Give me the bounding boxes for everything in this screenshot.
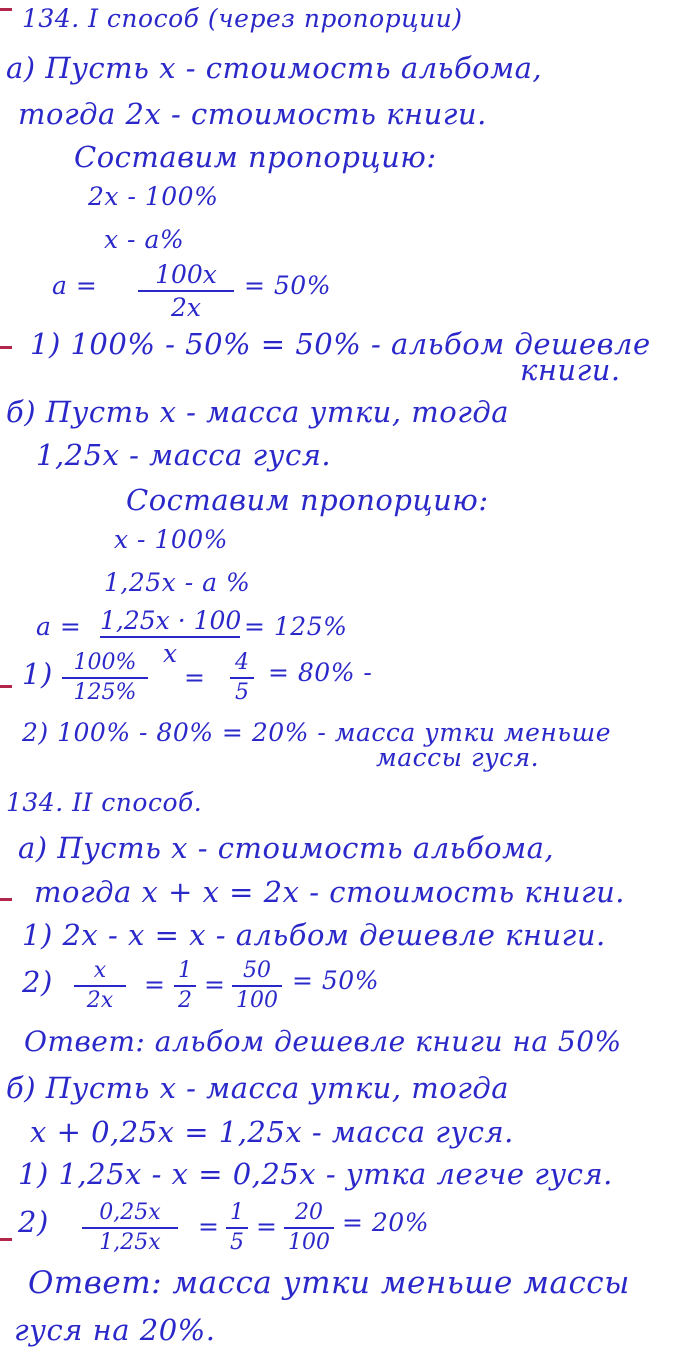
way1-header: 134. I способ (через пропорции) bbox=[22, 4, 463, 33]
fraction-denominator: 100 bbox=[236, 988, 278, 1013]
way2-a-step1: 1) 2x - x = x - альбом дешевле книги. bbox=[22, 918, 606, 952]
fraction-bar bbox=[174, 985, 196, 987]
way2-a-step2-eq2: = bbox=[204, 970, 226, 999]
fraction-denominator: 5 bbox=[230, 1230, 244, 1255]
way1-b-make: Составим пропорцию: bbox=[126, 483, 489, 517]
fraction-bar bbox=[82, 1227, 178, 1229]
fraction-numerator: 50 bbox=[243, 958, 271, 983]
way1-a-eq-left: а = bbox=[52, 271, 98, 300]
fraction-bar bbox=[74, 985, 126, 987]
way2-a-line1: а) Пусть x - стоимость альбома, bbox=[18, 831, 555, 865]
way2-a-line2: тогда x + x = 2x - стоимость книги. bbox=[34, 875, 626, 909]
fraction-bar bbox=[230, 677, 254, 679]
margin-mark bbox=[0, 898, 12, 901]
way1-b-line2: 1,25x - масса гуся. bbox=[36, 438, 332, 472]
way1-a-eq-fraction bbox=[138, 262, 234, 320]
fraction-bar bbox=[226, 1227, 248, 1229]
fraction-numerator: 1,25x · 100 bbox=[100, 606, 242, 635]
way1-a-step1-line2: книги. bbox=[520, 353, 621, 387]
way2-b-step2-fraction3 bbox=[284, 1202, 334, 1254]
fraction-denominator: 2x bbox=[170, 293, 201, 322]
margin-mark bbox=[0, 8, 12, 11]
way1-a-step1-line1: 1) 100% - 50% = 50% - альбом дешевле bbox=[30, 327, 651, 361]
margin-mark bbox=[0, 1238, 12, 1241]
margin-mark bbox=[0, 685, 12, 688]
way1-b-step1-eq: = bbox=[184, 663, 206, 692]
way2-a-step2-fraction bbox=[74, 960, 126, 1012]
fraction-denominator: 100 bbox=[288, 1230, 330, 1255]
way2-a-step2-eq1: = bbox=[144, 970, 166, 999]
fraction-numerator: 20 bbox=[295, 1200, 323, 1225]
way1-b-step2-line1: 2) 100% - 80% = 20% - масса утки меньше bbox=[22, 718, 611, 747]
way1-b-step1-fraction2 bbox=[230, 652, 254, 704]
fraction-numerator: 100% bbox=[73, 650, 137, 675]
fraction-bar bbox=[232, 985, 282, 987]
way1-b-step1-label: 1) bbox=[22, 657, 53, 691]
way2-b-step2-fraction bbox=[82, 1202, 178, 1254]
way2-b-step2-fraction2 bbox=[226, 1202, 248, 1254]
fraction-bar bbox=[100, 636, 240, 638]
way2-a-step2-label: 2) bbox=[22, 965, 53, 999]
fraction-denominator: 125% bbox=[73, 680, 137, 705]
fraction-denominator: 1,25x bbox=[99, 1230, 161, 1255]
way2-b-step2-eq2: = bbox=[256, 1212, 278, 1241]
way2-b-answer-line1: Ответ: масса утки меньше массы bbox=[28, 1265, 630, 1301]
way1-a-make: Составим пропорцию: bbox=[74, 140, 437, 174]
way2-b-line1: б) Пусть x - масса утки, тогда bbox=[6, 1071, 510, 1105]
way1-b-prop2: 1,25x - а % bbox=[104, 568, 251, 597]
way1-b-step2-line2: массы гуся. bbox=[376, 743, 540, 772]
fraction-denominator: 2x bbox=[86, 988, 114, 1013]
way1-a-line1: а) Пусть x - стоимость альбома, bbox=[6, 51, 543, 85]
way2-b-answer-line2: гуся на 20%. bbox=[14, 1313, 216, 1347]
fraction-denominator: 2 bbox=[178, 988, 192, 1013]
way1-b-step1-fraction bbox=[62, 652, 148, 704]
fraction-denominator: 5 bbox=[235, 680, 249, 705]
way2-b-step2-eq1: = bbox=[198, 1212, 220, 1241]
fraction-bar bbox=[62, 677, 148, 679]
fraction-numerator: 1 bbox=[178, 958, 192, 983]
way2-b-line2: x + 0,25x = 1,25x - масса гуся. bbox=[30, 1115, 514, 1149]
way1-b-step1-right: = 80% - bbox=[268, 658, 373, 687]
fraction-numerator: 100x bbox=[155, 260, 217, 289]
fraction-numerator: 0,25x bbox=[99, 1200, 161, 1225]
way1-a-prop2: x - а% bbox=[104, 225, 185, 254]
fraction-bar bbox=[138, 290, 234, 292]
way1-b-prop1: x - 100% bbox=[114, 525, 228, 554]
way2-b-step2-right: = 20% bbox=[342, 1208, 429, 1237]
way1-b-line1: б) Пусть x - масса утки, тогда bbox=[6, 395, 510, 429]
way1-b-eq-left: а = bbox=[36, 612, 82, 641]
fraction-numerator: 4 bbox=[235, 650, 249, 675]
way2-b-step2-label: 2) bbox=[18, 1205, 49, 1239]
way1-a-prop1: 2x - 100% bbox=[88, 182, 219, 211]
fraction-numerator: x bbox=[93, 958, 107, 983]
fraction-numerator: 1 bbox=[230, 1200, 244, 1225]
way2-header: 134. II способ. bbox=[6, 788, 203, 817]
margin-mark bbox=[0, 346, 12, 349]
way1-a-eq-right: = 50% bbox=[244, 271, 331, 300]
way1-b-eq-right: = 125% bbox=[244, 612, 348, 641]
way2-a-step2-right: = 50% bbox=[292, 966, 379, 995]
way1-a-line2: тогда 2x - стоимость книги. bbox=[18, 97, 487, 131]
way2-a-step2-fraction3 bbox=[232, 960, 282, 1012]
way2-a-step2-fraction2 bbox=[174, 960, 196, 1012]
fraction-denominator: x bbox=[162, 639, 178, 668]
fraction-bar bbox=[284, 1227, 334, 1229]
way2-a-answer: Ответ: альбом дешевле книги на 50% bbox=[24, 1025, 622, 1058]
way2-b-step1: 1) 1,25x - x = 0,25x - утка легче гуся. bbox=[18, 1157, 613, 1191]
